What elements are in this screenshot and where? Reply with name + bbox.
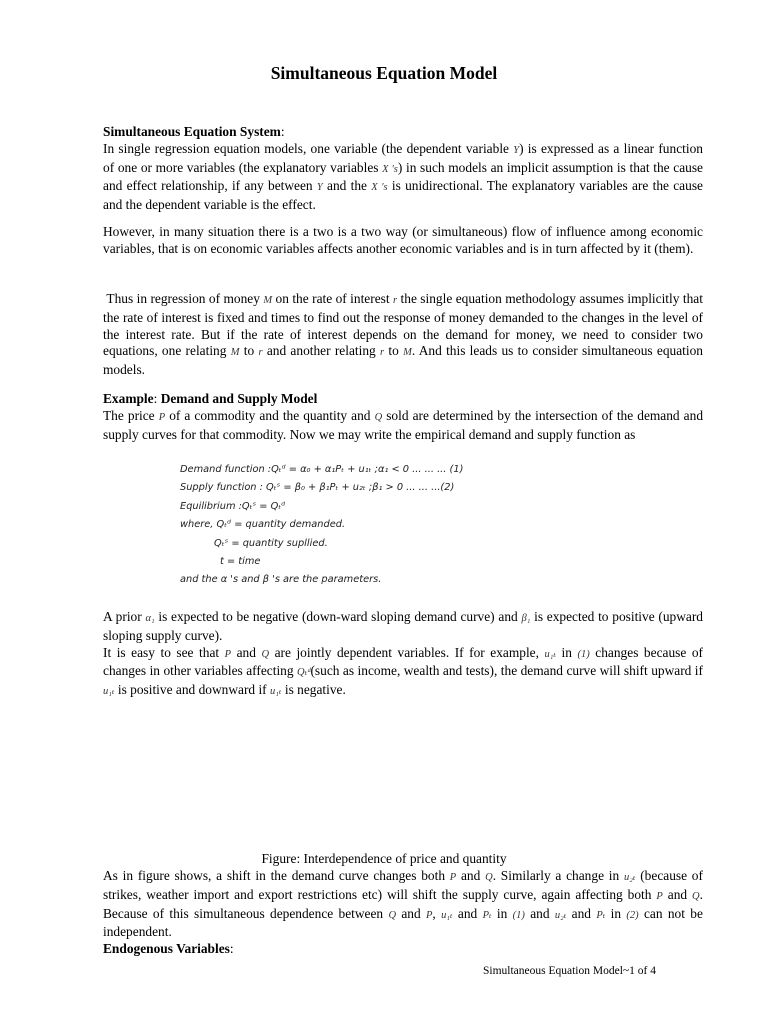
symbol-u1t: u₁ₜ	[544, 648, 557, 660]
equation-ref-1: (1)	[577, 648, 590, 660]
figure-discussion	[103, 868, 703, 958]
symbol-Y: Y	[513, 144, 520, 156]
definition-qd: where, Qₜᵈ = quantity demanded.	[180, 519, 346, 531]
system-section	[103, 124, 703, 214]
symbol-Q: Q	[374, 411, 383, 423]
example-heading-line: Example: Demand and Supply Model	[103, 391, 318, 406]
analysis-paragraph-2: It is easy to see that P and Q are jointly dependent variables. If for example, u₁ₜ in (1) changes because of changes in other variables affecting Qₜᵈ(such as income, wealth and tests), the demand curve will shift upward if u₁ₜ is positive and downward if u₁ₜ is negative.	[103, 644, 703, 698]
symbol-Xs: X 's	[382, 163, 398, 175]
example-heading: Demand and Supply Model	[160, 391, 318, 406]
example-paragraph: The price P of a commodity and the quantity and Q sold are determined by the intersection of the demand and supply curves for that commodity. Now we may write the empirical demand and supply function as	[103, 407, 704, 442]
symbol-Qd: Qₜᵈ	[297, 667, 311, 679]
symbol-r: r	[393, 295, 398, 306]
symbol-M: M	[263, 295, 273, 306]
symbol-P: P	[158, 411, 166, 423]
symbol-alpha1: α₁	[145, 613, 155, 624]
system-paragraph-1: In single regression equation models, one variable (the dependent variable Y) is expressed as a linear function of one or more variables (the explanatory variables X 's) in such models an implicit assumption is that the cause and effect relationship, if any between Y and the X 's is unidirectional. The explanatory variables are the cause and the dependent variable is the effect.	[103, 140, 703, 213]
supply-equation: Supply function : Qₜˢ = β₀ + β₁Pₜ + u₂ₜ ;β₁ > 0 ... ... ...(2)	[180, 482, 455, 494]
definition-parameters: and the α 's and β 's are the parameters.	[180, 574, 382, 586]
analysis-paragraph-1: A prior α₁ is expected to be negative (down-ward sloping demand curve) and β₁ is expected to positive (upward sloping supply curve).	[103, 609, 703, 643]
endogenous-heading: Endogenous Variables	[103, 941, 230, 957]
system-paragraph-3: Thus in regression of money M on the rate of interest r the single equation methodology assumes implicitly that the rate of interest is fixed and times to find out the response of money demanded to the changes in the level of the interest rate. But if the rate of interest depends on the demand for money, we need to consider two equations, one relating M to r and another relating r to M. And this leads us to consider simultaneous equation models.	[103, 291, 703, 378]
page-footer: Simultaneous Equation Model~1 of 4	[483, 965, 656, 977]
analysis-section	[103, 609, 703, 701]
definition-qs: Qₜˢ = quantity supllied.	[214, 537, 328, 549]
demand-equation: Demand function :Qₜᵈ = α₀ + α₁Pₜ + u₁ₜ ;α₁ < 0 ... ... ... (1)	[180, 464, 464, 475]
page-title: Simultaneous Equation Model	[270, 63, 498, 83]
symbol-Xs: X 's	[371, 182, 388, 194]
symbol-Y: Y	[316, 182, 323, 194]
system-heading: Simultaneous Equation System	[103, 124, 281, 139]
endogenous-heading-line: Endogenous Variables:	[103, 941, 234, 957]
equation-block	[180, 461, 500, 590]
figure-caption: Figure: Interdependence of price and quantity	[261, 851, 507, 866]
symbol-u2t: u₂ₜ	[623, 872, 636, 883]
system-heading-line: Simultaneous Equation System:	[103, 124, 285, 139]
definition-t: t = time	[220, 556, 261, 568]
system-paragraph-2: However, in many situation there is a two is a two way (or simultaneous) flow of influence among economic variables, that is on economic variables affects another economic variables and is in turn affected by it (them).	[103, 224, 703, 256]
symbol-beta1: β₁	[521, 613, 531, 624]
symbol-Pt: Pₜ	[482, 909, 492, 921]
equilibrium-equation: Equilibrium :Qₜˢ = Qₜᵈ	[180, 500, 286, 512]
example-section	[103, 391, 703, 443]
equation-ref-2: (2)	[626, 909, 639, 921]
figure-paragraph: As in figure shows, a shift in the demand curve changes both P and Q. Similarly a change in u₂ₜ (because of strikes, weather import and export restrictions etc) will shift the supply curve, again affecting both P and Q. Because of this simultaneous dependence between Q and P, u₁ₜ and Pₜ in (1) and u₂ₜ and Pₜ in (2) can not be independent.	[103, 868, 703, 940]
